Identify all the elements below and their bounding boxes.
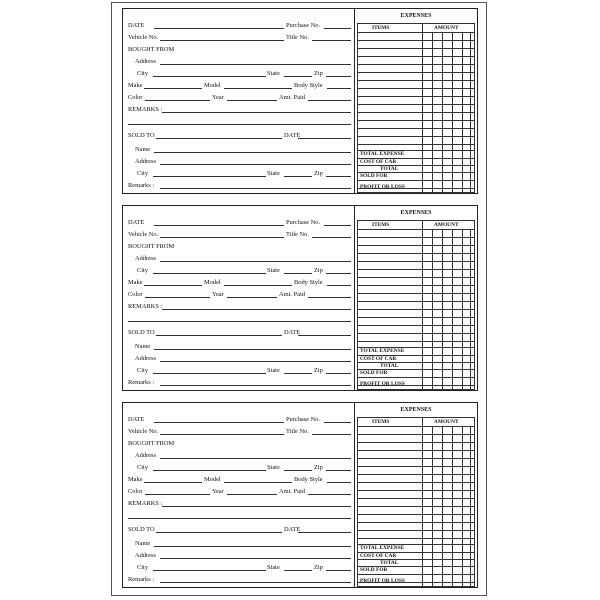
expenses-table [357,417,475,587]
make-label: Make [128,82,143,89]
row-bought-city [128,266,351,275]
remarks-field[interactable] [160,582,351,583]
sold-zip-field[interactable] [326,570,351,571]
expense-row-line [358,104,474,105]
row-remarks-upper-2 [128,314,351,323]
sold-state-field[interactable] [284,373,312,374]
expense-row-line [358,277,474,278]
vehicle-no-label: Vehicle No. [128,428,159,435]
make-label: Make [128,476,143,483]
bought-address-field[interactable] [160,261,351,262]
expense-row-line [358,466,474,467]
total-label: TOTAL [380,363,399,369]
sold-address-field[interactable] [160,164,351,165]
remarks-upper-field-1[interactable] [162,112,351,113]
amount-header: AMOUNT [434,25,459,31]
row-color [128,93,351,102]
expense-row-line [358,261,474,262]
row-remarks-upper [128,302,351,311]
body-style-field[interactable] [327,285,351,286]
cost-of-car-label: COST OF CAR [360,553,397,559]
title-no-label: Title No. [286,34,309,41]
profit-or-loss-label: PROFIT OR LOSS [360,381,405,387]
purchase-no-label: Purchase No. [286,219,321,226]
profit-or-loss-label: PROFIT OR LOSS [360,184,405,190]
row-color [128,487,351,496]
cost-of-car-label: COST OF CAR [360,159,397,165]
sold-date-label: DATE [284,329,301,336]
row-bought-address [128,254,351,263]
profit-or-loss-label: PROFIT OR LOSS [360,578,405,584]
sold-city-field[interactable] [153,176,266,177]
sold-state-label: State [267,564,280,571]
sold-to-label: SOLD TO [128,526,155,533]
expense-row-line [358,120,474,121]
expense-row-line [358,269,474,270]
expense-row-line [358,245,474,246]
sold-state-label: State [267,170,280,177]
sold-state-field[interactable] [284,176,312,177]
body-style-label: Body Style [294,279,323,286]
address-label: Address [135,255,156,262]
body-style-label: Body Style [294,82,323,89]
row-bought-address [128,57,351,66]
city-label: City [137,267,149,274]
total-expense-label: TOTAL EXPENSE [360,348,405,354]
sold-address-label: Address [135,355,156,362]
row-remarks [128,181,351,190]
expense-row-line [358,458,474,459]
color-field[interactable] [145,297,210,298]
remarks-label: Remarks : [128,576,155,583]
remarks-field[interactable] [160,385,351,386]
date-label: DATE [128,416,145,423]
bought-state-field[interactable] [284,273,312,274]
sold-date-label: DATE [284,132,301,139]
sold-address-label: Address [135,158,156,165]
bought-zip-field[interactable] [326,76,351,77]
amt-paid-field[interactable] [308,100,351,101]
items-header: ITEMS [372,25,390,31]
expense-row-line [358,96,474,97]
sold-to-label: SOLD TO [128,329,155,336]
expense-row-line [358,64,474,65]
sold-date-field[interactable] [298,335,351,336]
total-label: TOTAL [380,560,399,566]
row-date [128,218,351,227]
header-divider [358,426,474,427]
row-remarks-upper-2 [128,511,351,520]
header-divider [358,229,474,230]
purchase-no-field[interactable] [324,225,351,226]
amt-paid-label: Amt. Paid [279,488,305,495]
sold-to-field[interactable] [156,532,282,533]
remarks-upper-label: REMARKS : [128,303,163,310]
name-label: Name [135,146,151,153]
remarks-upper-label: REMARKS : [128,106,163,113]
expenses-title: EXPENSES [400,407,432,413]
row-remarks [128,575,351,584]
color-label: Color [128,291,143,298]
items-header: ITEMS [372,222,390,228]
sold-state-label: State [267,367,280,374]
row-sold-address [128,354,351,363]
expense-row-line [358,253,474,254]
make-field[interactable] [144,88,202,89]
purchase-no-field[interactable] [324,422,351,423]
row-make [128,278,351,287]
vehicle-record-2 [122,205,478,391]
expense-row-line [358,237,474,238]
row-sold-city [128,563,351,572]
expense-row-line [358,325,474,326]
body-style-label: Body Style [294,476,323,483]
bought-zip-field[interactable] [326,470,351,471]
sold-date-label: DATE [284,526,301,533]
purchase-no-label: Purchase No. [286,416,321,423]
row-bought-from [128,439,351,448]
sold-address-field[interactable] [160,361,351,362]
row-vehicle-no [128,427,351,436]
expense-row-line [358,136,474,137]
expense-row-line [358,293,474,294]
expense-row-line [358,48,474,49]
amount-header: AMOUNT [434,419,459,425]
sold-for-label: SOLD FOR [360,370,388,376]
expense-row-line [358,301,474,302]
sold-for-label: SOLD FOR [360,173,388,179]
title-no-field[interactable] [312,237,351,238]
purchase-no-field[interactable] [324,28,351,29]
title-no-field[interactable] [312,434,351,435]
name-field[interactable] [154,546,351,547]
date-field[interactable] [154,28,284,29]
state-label: State [267,70,280,77]
expense-row-line [358,474,474,475]
row-name [128,342,351,351]
year-field[interactable] [227,100,277,101]
remarks-upper-field-1[interactable] [162,506,351,507]
expense-row-line [358,56,474,57]
sold-city-field[interactable] [153,373,266,374]
row-bought-city [128,463,351,472]
expense-row-line [358,506,474,507]
row-color [128,290,351,299]
sold-date-field[interactable] [298,532,351,533]
bought-state-field[interactable] [284,470,312,471]
remarks-upper-label: REMARKS : [128,500,163,507]
row-remarks [128,378,351,387]
row-remarks-upper-2 [128,117,351,126]
expense-row-line [358,112,474,113]
expense-row-line [358,522,474,523]
vehicle-record-3 [122,402,478,588]
sold-zip-label: Zip [314,564,323,571]
expenses-title: EXPENSES [400,13,432,19]
title-no-label: Title No. [286,231,309,238]
row-remarks-upper [128,499,351,508]
bought-from-label: BOUGHT FROM [128,243,175,250]
expense-row-line [358,40,474,41]
expense-row-line [358,442,474,443]
expense-row-line [358,128,474,129]
date-label: DATE [128,22,145,29]
total-label: TOTAL [380,166,399,172]
bought-city-field[interactable] [153,273,266,274]
vehicle-no-label: Vehicle No. [128,34,159,41]
expense-row-line [358,498,474,499]
model-label: Model [204,476,221,483]
sold-city-label: City [137,170,149,177]
state-label: State [267,267,280,274]
expenses-table [357,23,475,193]
expense-row-line [358,180,474,181]
sold-city-field[interactable] [153,570,266,571]
amt-paid-label: Amt. Paid [279,94,305,101]
model-label: Model [204,82,221,89]
zip-label: Zip [314,70,323,77]
model-label: Model [204,279,221,286]
expense-row-line [358,80,474,81]
amt-paid-field[interactable] [308,494,351,495]
expense-row-line [358,490,474,491]
body-style-field[interactable] [327,482,351,483]
row-sold-city [128,366,351,375]
row-date [128,21,351,30]
remarks-upper-field-1[interactable] [162,309,351,310]
sold-date-field[interactable] [298,138,351,139]
name-label: Name [135,343,151,350]
expense-row-line [358,530,474,531]
sold-to-field[interactable] [156,335,282,336]
header-divider [358,32,474,33]
sold-address-label: Address [135,552,156,559]
sold-to-field[interactable] [156,138,282,139]
sold-address-field[interactable] [160,558,351,559]
year-label: Year [212,94,224,101]
address-label: Address [135,58,156,65]
make-field[interactable] [144,285,202,286]
vehicle-no-label: Vehicle No. [128,231,159,238]
expense-row-line [358,377,474,378]
remarks-upper-field-2[interactable] [128,124,351,125]
expenses-panel [355,403,477,587]
amount-column-divider [422,24,423,192]
name-field[interactable] [154,152,351,153]
row-sold-address [128,551,351,560]
row-name [128,539,351,548]
color-field[interactable] [145,100,210,101]
remarks-field[interactable] [160,188,351,189]
total-expense-label: TOTAL EXPENSE [360,151,405,157]
sold-zip-field[interactable] [326,373,351,374]
date-label: DATE [128,219,145,226]
bought-city-field[interactable] [153,470,266,471]
row-sold-to [128,328,351,337]
expense-row-line [358,434,474,435]
date-field[interactable] [154,225,284,226]
model-field[interactable] [224,285,292,286]
name-label: Name [135,540,151,547]
row-vehicle-no [128,230,351,239]
row-bought-from [128,242,351,251]
city-label: City [137,70,149,77]
total-expense-label: TOTAL EXPENSE [360,545,405,551]
bought-state-field[interactable] [284,76,312,77]
expense-row-line [358,538,474,539]
expense-row-line [358,482,474,483]
row-vehicle-no [128,33,351,42]
expense-row-line [358,514,474,515]
remarks-upper-field-2[interactable] [128,321,351,322]
row-make [128,81,351,90]
row-sold-address [128,157,351,166]
address-label: Address [135,452,156,459]
vehicle-details-panel [123,9,355,193]
expense-row-line [358,88,474,89]
expenses-panel [355,9,477,193]
row-sold-city [128,169,351,178]
model-field[interactable] [224,88,292,89]
remarks-label: Remarks : [128,379,155,386]
year-field[interactable] [227,494,277,495]
year-label: Year [212,291,224,298]
bought-from-label: BOUGHT FROM [128,46,175,53]
row-bought-from [128,45,351,54]
items-header: ITEMS [372,419,390,425]
sold-zip-label: Zip [314,367,323,374]
vehicle-no-field[interactable] [160,40,284,41]
row-sold-to [128,131,351,140]
expense-row-line [358,574,474,575]
expense-row-line [358,333,474,334]
model-field[interactable] [224,482,292,483]
row-name [128,145,351,154]
expense-row-line [358,450,474,451]
sold-zip-field[interactable] [326,176,351,177]
sold-for-label: SOLD FOR [360,567,388,573]
sold-zip-label: Zip [314,170,323,177]
row-date [128,415,351,424]
vehicle-record-form-sheet [111,2,487,596]
amt-paid-field[interactable] [308,297,351,298]
expense-row-line [358,317,474,318]
expense-row-line [358,309,474,310]
title-no-label: Title No. [286,428,309,435]
year-field[interactable] [227,297,277,298]
row-sold-to [128,525,351,534]
sold-city-label: City [137,367,149,374]
amount-column-divider [422,221,423,389]
bought-address-field[interactable] [160,458,351,459]
amount-column-divider [422,418,423,586]
vehicle-details-panel [123,403,355,587]
expense-row-line [358,72,474,73]
vehicle-no-field[interactable] [160,434,284,435]
bought-city-field[interactable] [153,76,266,77]
expenses-title: EXPENSES [400,210,432,216]
color-label: Color [128,94,143,101]
bought-address-field[interactable] [160,64,351,65]
city-label: City [137,464,149,471]
expense-row-line [358,341,474,342]
amount-header: AMOUNT [434,222,459,228]
make-label: Make [128,279,143,286]
zip-label: Zip [314,464,323,471]
row-bought-address [128,451,351,460]
row-remarks-upper [128,105,351,114]
bought-zip-field[interactable] [326,273,351,274]
state-label: State [267,464,280,471]
name-field[interactable] [154,349,351,350]
expense-row-line [358,144,474,145]
remarks-label: Remarks : [128,182,155,189]
expense-row-line [358,285,474,286]
purchase-no-label: Purchase No. [286,22,321,29]
vehicle-no-field[interactable] [160,237,284,238]
expenses-panel [355,206,477,390]
make-field[interactable] [144,482,202,483]
year-label: Year [212,488,224,495]
sold-city-label: City [137,564,149,571]
title-no-field[interactable] [312,40,351,41]
body-style-field[interactable] [327,88,351,89]
row-make [128,475,351,484]
color-label: Color [128,488,143,495]
row-bought-city [128,69,351,78]
vehicle-details-panel [123,206,355,390]
sold-to-label: SOLD TO [128,132,155,139]
zip-label: Zip [314,267,323,274]
remarks-upper-field-2[interactable] [128,518,351,519]
expenses-table [357,220,475,390]
amt-paid-label: Amt. Paid [279,291,305,298]
bought-from-label: BOUGHT FROM [128,440,175,447]
sold-state-field[interactable] [284,570,312,571]
vehicle-record-1 [122,8,478,194]
color-field[interactable] [145,494,210,495]
cost-of-car-label: COST OF CAR [360,356,397,362]
date-field[interactable] [154,422,284,423]
